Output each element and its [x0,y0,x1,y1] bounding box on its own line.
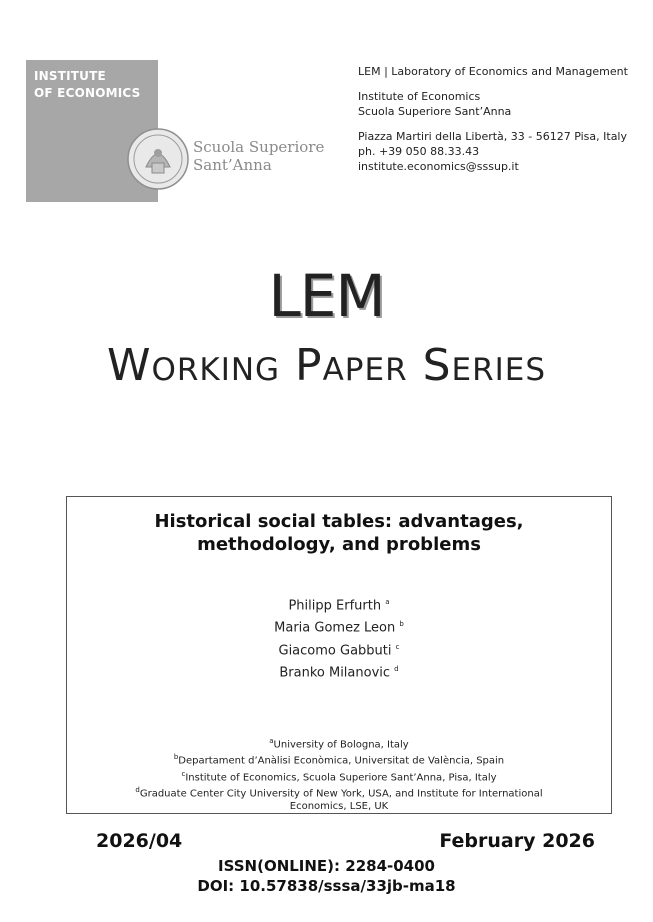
affiliation: $^a$University of Bologna, Italy [269,737,409,751]
paper-date: February 2026 [439,830,595,852]
series-subtitle: Working Paper Series [106,340,547,391]
affiliation-list [67,735,611,813]
contact-block [358,64,628,174]
phone: ph. +39 050 88.33.43 [358,145,480,158]
paper-title [67,510,611,556]
author-list [67,593,611,682]
logo-line-1: INSTITUTE [34,69,106,83]
paper-box [66,496,612,814]
affiliation: $^b$Departament d’Anàlisi Econòmica, Universitat de València, Spain [173,753,505,767]
institute-logo-text [34,68,141,102]
school-full-name: Scuola Superiore Sant’Anna [358,105,512,118]
logo-line-2: OF ECONOMICS [34,86,141,100]
identifiers [0,856,653,896]
institute-name: Institute of Economics [358,90,481,103]
author: Maria Gomez Leon $^b$ [274,620,404,636]
affiliation: $^c$Institute of Economics, Scuola Superiore Sant’Anna, Pisa, Italy [181,769,497,783]
paper-number: 2026/04 [96,830,183,852]
issn: ISSN(ONLINE): 2284-0400 [218,857,435,875]
address: Piazza Martiri della Libertà, 33 - 56127 Pisa, Italy [358,130,628,143]
affiliation: $^d$Graduate Center City University of New York, USA, and Institute for International [135,785,543,800]
paper-title-line-1: Historical social tables: advantages, [154,511,524,532]
scuola-seal-icon [126,127,190,191]
author: Giacomo Gabbuti $^c$ [278,642,400,658]
doi: DOI: 10.57838/sssa/33jb-ma18 [197,877,456,895]
school-line-1: Scuola Superiore [193,138,325,156]
author: Branko Milanovic $^d$ [279,664,399,681]
school-line-2: Sant’Anna [193,156,272,174]
author: Philipp Erfurth $^a$ [288,598,390,614]
email: institute.economics@sssup.it [358,160,519,173]
paper-title-line-2: methodology, and problems [197,534,481,555]
series-title: LEM [268,262,385,330]
affiliation: Economics, LSE, UK [289,801,389,813]
school-name [193,138,324,174]
lab-name: LEM | Laboratory of Economics and Management [358,65,628,78]
